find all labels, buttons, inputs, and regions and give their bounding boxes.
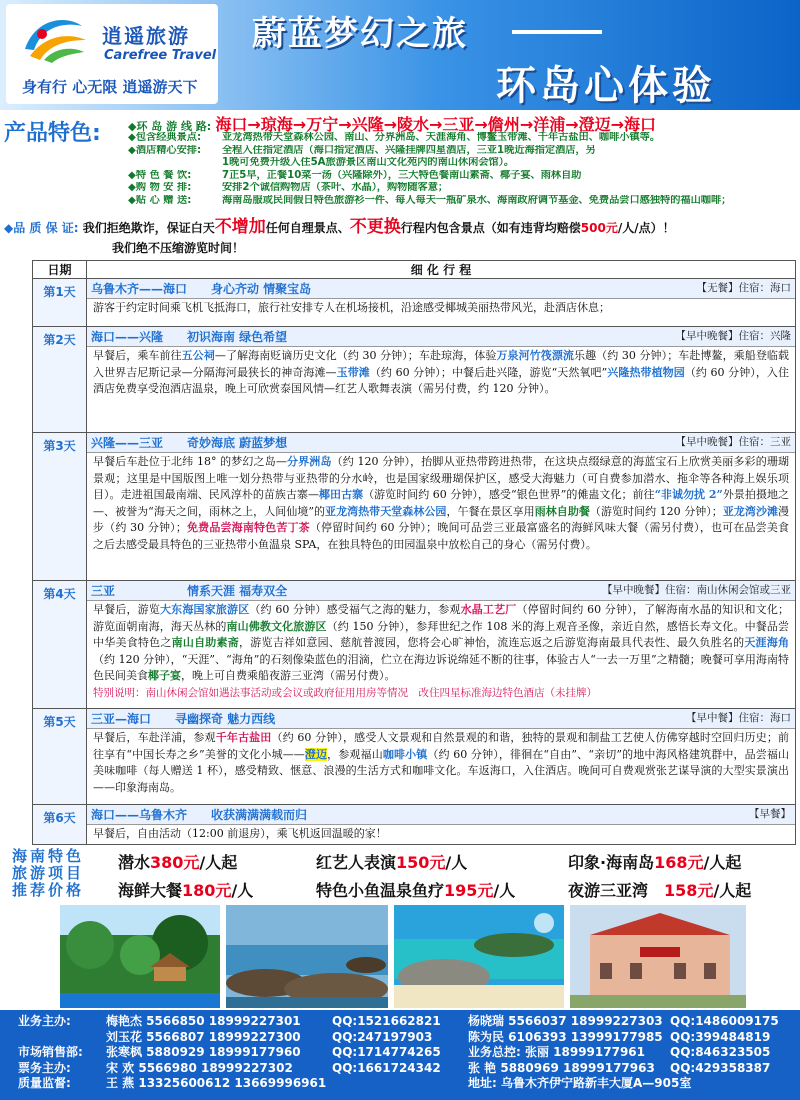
day-meal: 【无餐】住宿：海口 bbox=[696, 282, 791, 294]
day-text: 游客于约定时间乘飞机飞抵海口，旅行社安排专人在机场接机，沿途感受椰城美丽热带风光，赴酒店休息； bbox=[93, 301, 610, 314]
table-row: 第2天 海口——兴隆 初识海南 绿色希望 【早中晚餐】住宿：兴隆 早餐后，乘车前往五公祠—了解海南贬谪历史文化（约 30 分钟）；车赴琼海，体验万泉河竹筏漂流乐趣（约 30 分钟）；车赴博鳌，乘船登临载入世界吉尼斯记录—分隔海河最狭长的神奇海滩—玉带滩（约 60 分钟）；中餐后赴兴隆，游览“天然氧吧”兴隆热带植物园（约 60 分钟），入住酒店免费享受泡酒店温泉，晚上可欣赏泰国风情—红艺人歌舞表演（需另付费，约 120 分钟）。 bbox=[33, 327, 796, 433]
feature-row: ◆贴 心 赠 送: 海南岛服或民间假日特色旅游衫一件、每人每天一瓶矿泉水、海南政府调节基金、免费品尝口感独特的福山咖啡； bbox=[128, 194, 732, 206]
col-date: 日期 bbox=[33, 261, 87, 279]
day-text: 早餐后车赴位于北纬 18° 的梦幻之岛—分界洲岛（约 120 分钟），抬脚从亚热带跨进热带，在这块点缀绿意的海蓝宝石上欣赏美丽多彩的珊瑚景观；这里是中国版图上唯一划分热带与亚热带的分水岭，也是国家级珊瑚保护区，感受大海魅力（可自费参加潜水、拖伞等各种海上娱乐项目）。走进祖国最南端、民风淳朴的苗族古寨—椰田古寨（游览时间约 60 分钟），感受“银色世界”的傩蛊文化；前往“非诚勿扰 2”外景拍摄地之—、被誉为“海天之间，雨林之上，人间仙境”的亚龙湾热带天堂森林公园，午餐在景区享用雨林自助餐（游览时间约 120 分钟）；亚龙湾沙滩漫步（约 30 分钟）；免费品尝海南特色苦丁茶（停留时间约 60 分钟）；晚间可品尝三亚最富盛名的海鲜风味大餐（需另付费），也可在品尝美食之后去感受最具特色的三亚热带小鱼温泉 SPA，在独具特色的田园温泉中放松自己的身心（需另付费）。 bbox=[93, 455, 790, 551]
brand-name-en: Carefree Travel bbox=[104, 48, 217, 63]
logo-box bbox=[6, 4, 218, 104]
day-label: 第6天 bbox=[33, 805, 87, 845]
guarantee-line-2: 我们绝不压缩游览时间！ bbox=[112, 241, 245, 255]
day-text: 早餐后，车赴洋浦，参观千年古盐田（约 60 分钟），感受人文景观和自然景观的和谐，独特的景观和制盐工艺使人仿佛穿越时空回归历史；前往享有“中国长寿之乡”美誉的文化小城——澄迈，参观福山咖啡小镇（约 60 分钟），徘徊在“自由”、“亲切”的地中海风格建筑群中，品尝福山美味咖啡（每人赠送 1 杯），感受精致、惬意、浪漫的生活方式和咖啡文化。车返海口，入住酒店。晚间可自费观赏张艺谋导演的大型实景演出——印象海南岛。 bbox=[93, 731, 790, 794]
col-detail: 细 化 行 程 bbox=[87, 261, 796, 279]
brand-name-cn: 逍遥旅游 bbox=[102, 24, 190, 48]
project-item: 夜游三亚湾 158元/人起 bbox=[568, 881, 752, 900]
photo-coast-rocks bbox=[226, 905, 388, 1008]
table-row: 第5天 三亚—海口 寻幽探奇 魅力西线 【早中餐】住宿：海口 早餐后，车赴洋浦，参观千年古盐田（约 60 分钟），感受人文景观和自然景观的和谐，独特的景观和制盐工艺使人仿佛穿越时空回归历史；前往享有“中国长寿之乡”美誉的文化小城——澄迈，参观福山咖啡小镇（约 60 分钟），徘徊在“自由”、“亲切”的地中海风格建筑群中，品尝福山美味咖啡（每人赠送 1 杯），感受精致、惬意、浪漫的生活方式和咖啡文化。车返海口，入住酒店。晚间可自费观赏张艺谋导演的大型实景演出——印象海南岛。 bbox=[33, 709, 796, 805]
product-features bbox=[0, 112, 800, 208]
day-label: 第4天 bbox=[33, 581, 87, 709]
table-row bbox=[33, 279, 796, 327]
photo-beach-island bbox=[394, 905, 564, 1008]
day-label: 第3天 bbox=[33, 433, 87, 581]
feature-row: 1晚可免费升级入住5A旅游景区南山文化苑内的南山休闲会馆）。 bbox=[222, 157, 515, 169]
route-key: ◆环 岛 游 线 路: bbox=[128, 120, 212, 133]
table-row: 第3天 兴隆——三亚 奇妙海底 蔚蓝梦想 【早中晚餐】住宿：三亚 早餐后车赴位于北纬 18° 的梦幻之岛—分界洲岛（约 120 分钟），抬脚从亚热带跨进热带，在这块点缀绿意的海蓝宝石上欣赏美丽多彩的珊瑚景观；这里是中国版图上唯一划分热带与亚热带的分水岭，也是国家级珊瑚保护区，感受大海魅力（可自费参加潜水、拖伞等各种海上娱乐项目）。走进祖国最南端、民风淳朴的苗族古寨—椰田古寨（游览时间约 60 分钟），感受“银色世界”的傩蛊文化；前往“非诚勿扰 2”外景拍摄地之—、被誉为“海天之间，雨林之上，人间仙境”的亚龙湾热带天堂森林公园，午餐在景区享用雨林自助餐（游览时间约 120 分钟）；亚龙湾沙滩漫步（约 30 分钟）；免费品尝海南特色苦丁茶（停留时间约 60 分钟）；晚间可品尝三亚最富盛名的海鲜风味大餐（需另付费），也可在品尝美食之后去感受最具特色的三亚热带小鱼温泉 SPA，在独具特色的田园温泉中放松自己的身心（需另付费）。 bbox=[33, 433, 796, 581]
feature-row: ◆购 物 安 排: 安排2个诚信购物店（茶叶、水晶），购物随客意； bbox=[128, 182, 449, 194]
day-route: 乌鲁木齐——海口 身心齐动 情聚宝岛 bbox=[91, 282, 312, 296]
project-item: 特色小鱼温泉鱼疗195元/人 bbox=[316, 881, 516, 900]
title-dash bbox=[512, 30, 602, 34]
day-text: 早餐后，游览大东海国家旅游区（约 60 分钟）感受福气之海的魅力，参观水晶工艺厂（停留时间约 60 分钟），了解海南水晶的知识和文化；游览面朝南海，海天丛林的南山佛教文化旅游区（约 150 分钟），参拜世纪之作 108 米的海上观音圣像，亲近自然，感悟长寿文化。中餐品尝中华美食特色之南山自助素斋，游览吉祥如意园、慈航普渡园，您将会心旷神怡，流连忘返之后游览海南最具代表性、最久负胜名的天涯海角（约 120 分钟），“天涯”、“海角”的石刻像染蓝色的泪滴，伫立在海边诉说绵延不断的往事，体验古人“一去一万里”之精髓；晚餐可享用海南特色民间美食椰子宴，晚上可自费乘船夜游三亚湾（需另付费）。 特别说明：南山休闲会馆如遇法事活动或会议或政府征用用房等情况 改住四星标准海边特色酒店（未挂牌） bbox=[93, 603, 790, 699]
footer-row: 业务主办: 梅艳杰 5566850 18999227301 QQ:1521662821 杨晓瑞 5566037 18999227303 QQ:1486009175 bbox=[18, 1014, 779, 1028]
feature-row: ◆酒店精心安排: 全程入住指定酒店（海口指定酒店、兴隆挂牌四星酒店，三亚1晚近海指定酒店，另 bbox=[128, 144, 596, 156]
header-banner bbox=[0, 0, 800, 110]
day-label: 第5天 bbox=[33, 709, 87, 805]
feature-rows bbox=[128, 132, 798, 208]
logo-swirl-icon bbox=[20, 14, 90, 64]
project-item: 印象·海南岛168元/人起 bbox=[568, 853, 742, 872]
project-item: 海鲜大餐180元/人 bbox=[118, 881, 254, 900]
footer-row: 质量监督: 王 燕 13325600612 13669996961 地址: 乌鲁木齐伊宁路新丰大厦A—905室 bbox=[18, 1076, 692, 1090]
photo-hotel-building bbox=[570, 905, 746, 1008]
table-row: 第6天 海口——乌鲁木齐 收获满满满载而归 【早餐】 早餐后，自由活动（12:00 前退房），乘飞机返回温暖的家！ bbox=[33, 805, 796, 845]
itinerary-table bbox=[32, 260, 796, 845]
route-value: 海口→琼海→万宁→兴隆→陵水→三亚→儋州→洋浦→澄迈→海口 bbox=[215, 115, 657, 134]
project-item: 潜水380元/人起 bbox=[118, 853, 238, 872]
feature-row: ◆包含经典景点: 亚龙湾热带天堂森林公园、南山、分界洲岛、天涯海角、博鳌玉带滩、千年古盐田、咖啡小镇等。 bbox=[128, 132, 661, 143]
contact-footer bbox=[0, 1010, 800, 1100]
recommended-projects bbox=[0, 846, 800, 906]
table-row: 第4天 三亚 情系天涯 福寿双全 【早中晚餐】住宿：南山休闲会馆或三亚 早餐后，游览大东海国家旅游区（约 60 分钟）感受福气之海的魅力，参观水晶工艺厂（停留时间约 60 分钟），了解海南水晶的知识和文化；游览面朝南海，海天丛林的南山佛教文化旅游区（约 150 分钟），参拜世纪之作 108 米的海上观音圣像，亲近自然，感悟长寿文化。中餐品尝中华美食特色之南山自助素斋，游览吉祥如意园、慈航普渡园，您将会心旷神怡，流连忘返之后游览海南最具代表性、最久负胜名的天涯海角（约 120 分钟），“天涯”、“海角”的石刻像染蓝色的泪滴，伫立在海边诉说绵延不断的往事，体验古人“一去一万里”之精髓；晚餐可享用海南特色民间美食椰子宴，晚上可自费乘船夜游三亚湾（需另付费）。 特别说明：南山休闲会馆如遇法事活动或会议或政府征用用房等情况 改住四星标准海边特色酒店（未挂牌） bbox=[33, 581, 796, 709]
day-text: 早餐后，自由活动（12:00 前退房），乘飞机返回温暖的家！ bbox=[93, 827, 387, 840]
guarantee-line-1: ◆品 质 保 证: 我们拒绝欺诈，保证白天不增加任何自理景点、不更换行程内包含景点（如有违背均赔偿500元/人/点）！ bbox=[4, 217, 675, 237]
table-header-row bbox=[33, 261, 796, 279]
projects-title: 海南特色 旅游项目 推荐价格 bbox=[12, 847, 85, 899]
project-item: 红艺人表演150元/人 bbox=[316, 853, 468, 872]
special-note: 特别说明：南山休闲会馆如遇法事活动或会议或政府征用用房等情况 改住四星标准海边特色酒店（未挂牌） bbox=[93, 686, 597, 699]
photo-forest-resort bbox=[60, 905, 220, 1008]
footer-row: 票务主办: 宋 欢 5566980 18999227302 QQ:1661724342 张 艳 5880969 18999177963 QQ:429358387 bbox=[18, 1060, 771, 1075]
photo-strip bbox=[60, 905, 800, 1008]
feature-row: ◆特 色 餐 饮: 7正5早，正餐10菜一汤（兴隆除外），三大特色餐南山素斋、椰子宴、雨林自助 bbox=[128, 169, 582, 181]
day-label: 第1天 bbox=[33, 279, 87, 327]
day-text: 早餐后，乘车前往五公祠—了解海南贬谪历史文化（约 30 分钟）；车赴琼海，体验万泉河竹筏漂流乐趣（约 30 分钟）；车赴博鳌，乘船登临载入世界吉尼斯记录—分隔海河最狭长的神奇海滩—玉带滩（约 60 分钟）；中餐后赴兴隆，游览“天然氧吧”兴隆热带植物园（约 60 分钟），入住酒店免费享受泡酒店温泉，晚上可欣赏泰国风情—红艺人歌舞表演（需另付费，约 120 分钟）。 bbox=[93, 349, 790, 395]
footer-row: 市场销售部: 张寒枫 5880929 18999177960 QQ:1714774265 业务总控: 张丽 18999177961 QQ:846323505 bbox=[18, 1045, 771, 1059]
features-label: 产品特色: bbox=[4, 121, 101, 146]
footer-row: 刘玉花 5566807 18999227300 QQ:247197903 陈为民 6106393 13999177985 QQ:399484819 bbox=[106, 1029, 771, 1044]
day-label: 第2天 bbox=[33, 327, 87, 433]
title-line-2: 环岛心体验 bbox=[496, 63, 716, 109]
quality-guarantee bbox=[4, 212, 796, 256]
title-line-1: 蔚蓝梦幻之旅 bbox=[252, 14, 468, 54]
brand-slogan: 身有行 心无限 逍遥游天下 bbox=[22, 78, 198, 96]
